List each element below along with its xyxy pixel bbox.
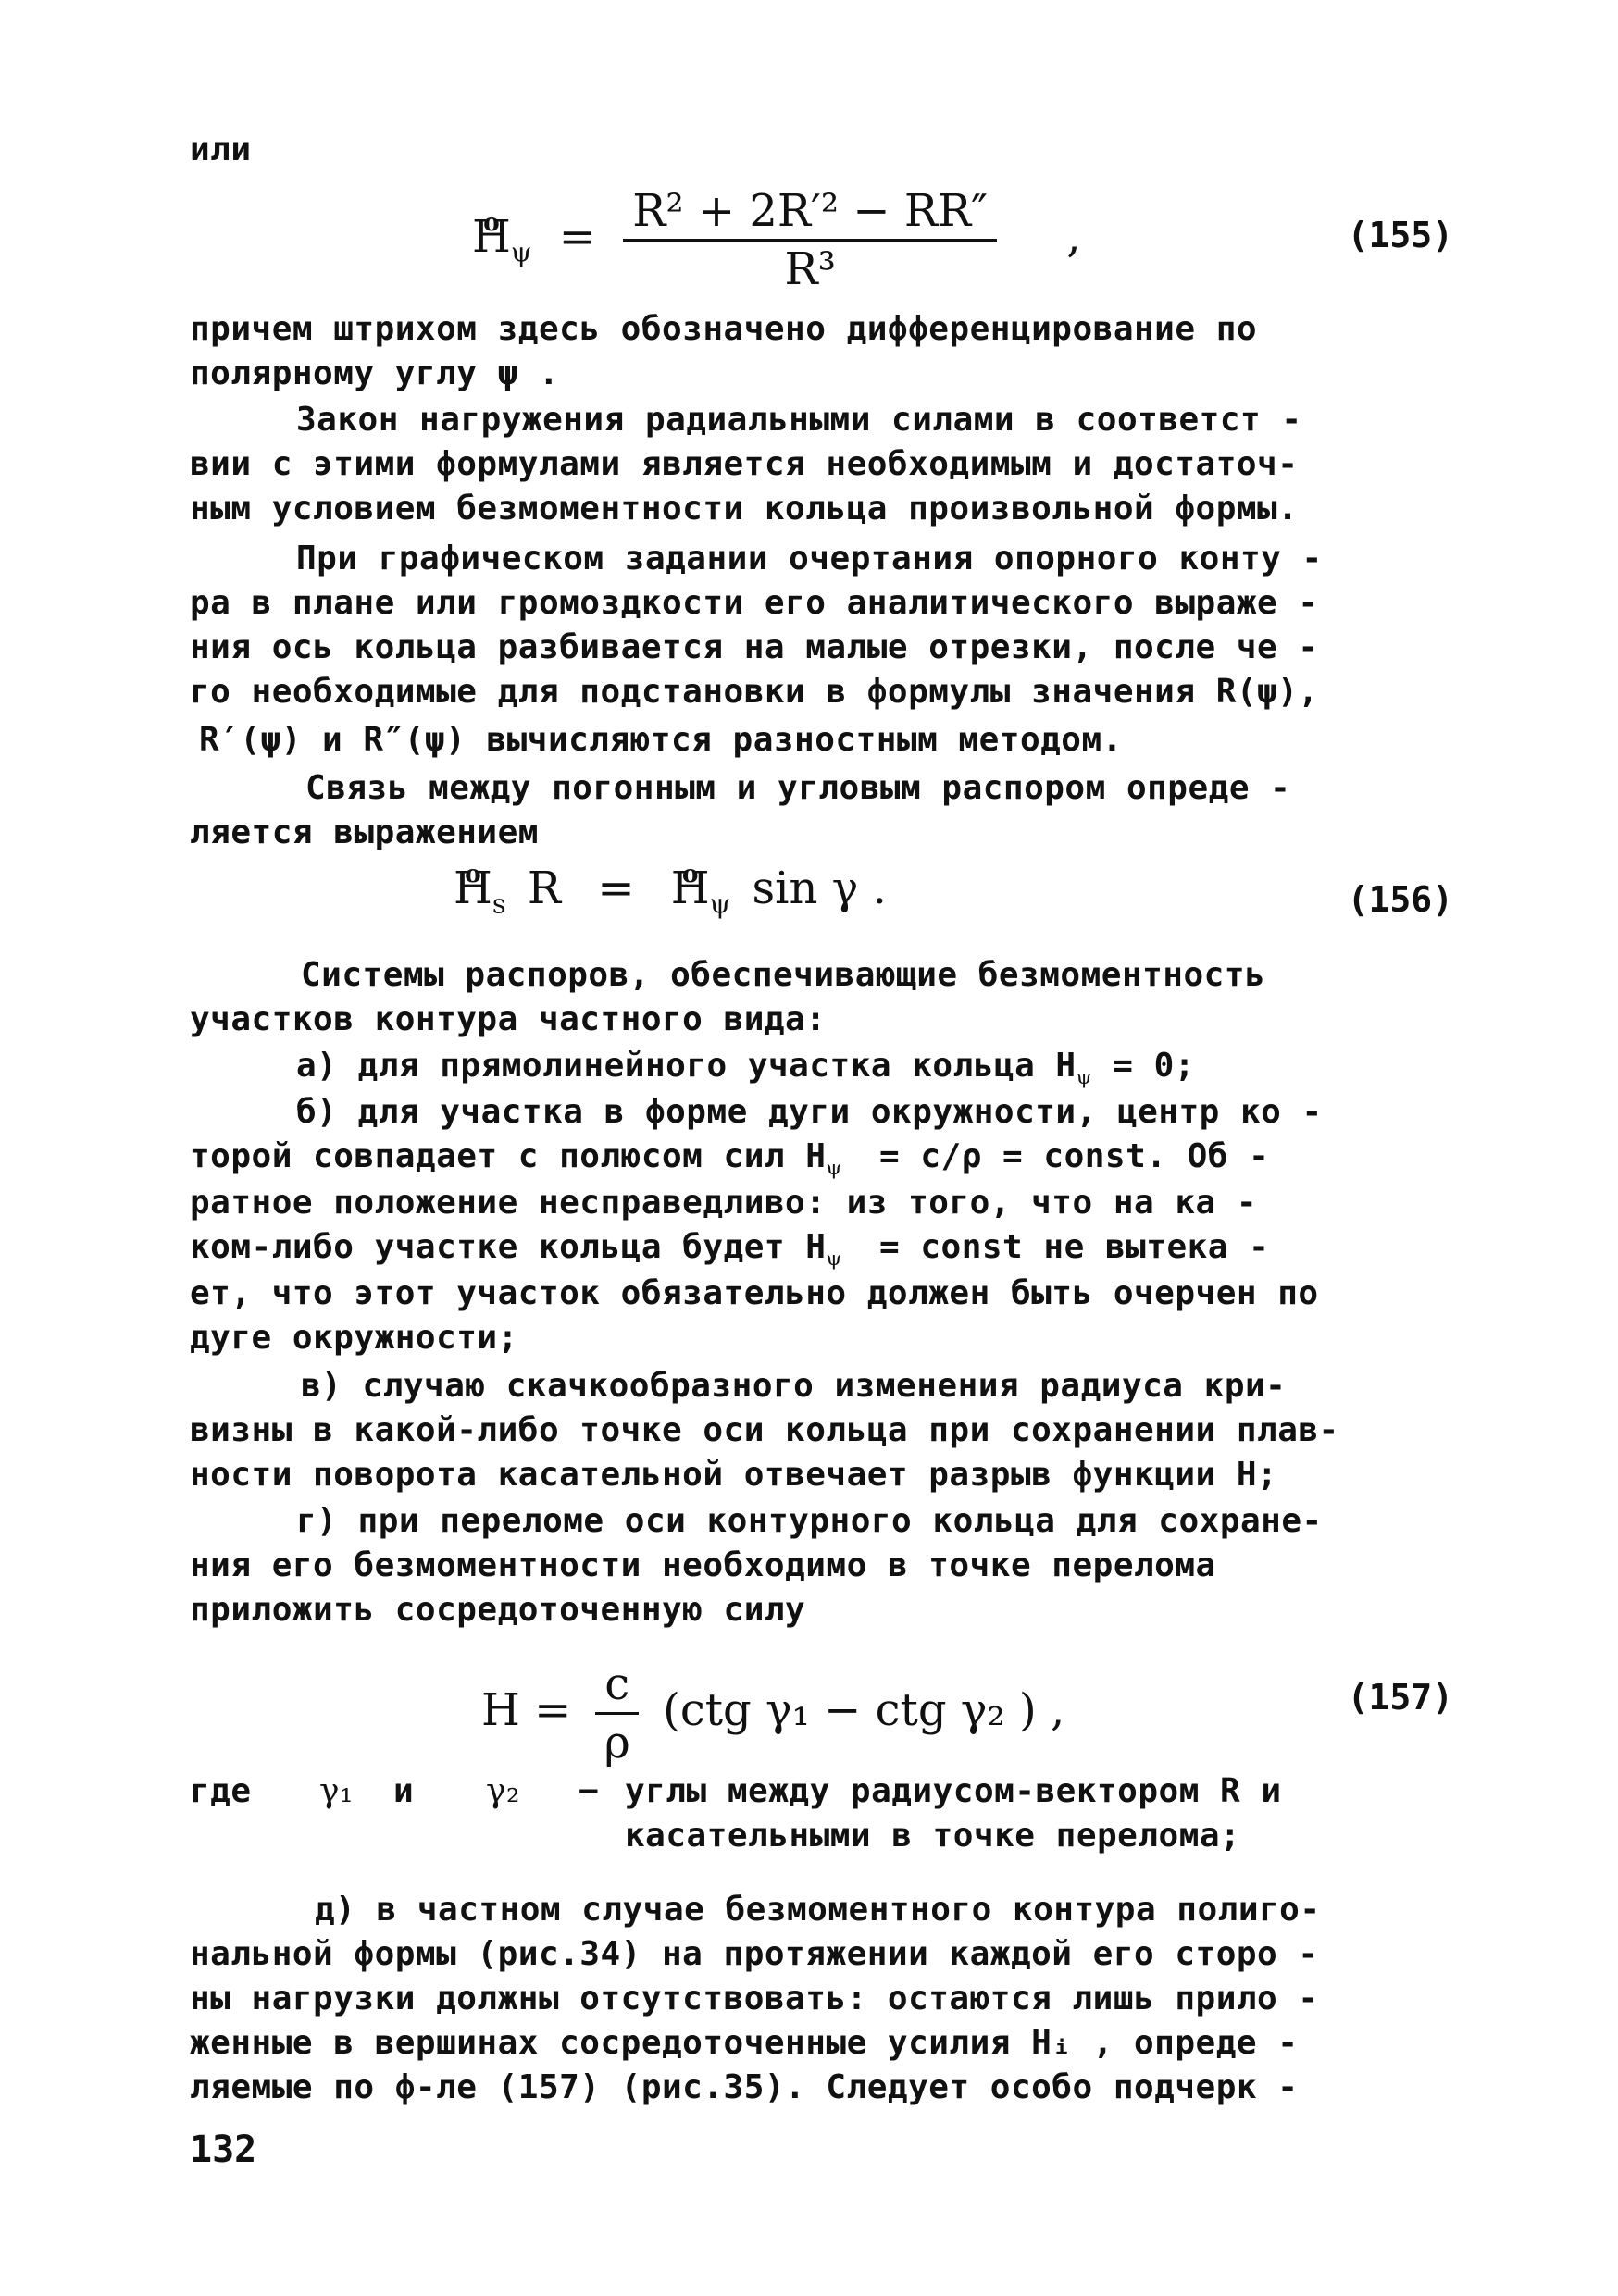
eq157-lhs: H = (481, 1684, 572, 1736)
eq156-equals: = (597, 863, 635, 914)
item-d-line5: ляемые по ф-ле (157) (рис.35). Следует особо подчерк - (190, 2068, 1299, 2106)
where-line1: углы между радиусом-вектором R и (625, 1772, 1282, 1810)
where-gde: где (190, 1772, 252, 1810)
word-ili: или (190, 130, 252, 168)
para1-line2: полярному углу ψ . (190, 354, 560, 392)
item-a-text: а) для прямолинейного участка кольца H (296, 1047, 1077, 1085)
equation-156 (454, 861, 887, 932)
para2-line2: вии с этими формулами является необходимым и достаточ- (190, 445, 1299, 483)
para3-line4: го необходимые для подстановки в формулы значения R(ψ), (190, 673, 1319, 711)
item-b-line4-sub: ψ (826, 1247, 842, 1272)
eq157-fraction (595, 1657, 640, 1770)
para1-line1: причем штрихом здесь обозначено дифференцирование по (190, 310, 1258, 348)
equation-155: o $H_\psi$ = $\frac{\text{R² + 2R′² − RR″}}{\text{R³}}$ , (472, 183, 1081, 297)
item-g-line1: г) при переломе оси контурного кольца для сохране- (296, 1502, 1323, 1540)
eq156-number: (156) (1347, 879, 1453, 920)
para5-line2: участков контура частного вида: (190, 1000, 827, 1038)
where-line2: касательными в точке перелома; (625, 1817, 1241, 1855)
para3-line1: При графическом задании очертания опорного конту - (296, 540, 1323, 577)
para3-line3: ния ось кольца разбивается на малые отрезки, после че - (190, 628, 1319, 666)
where-dash: − (579, 1772, 600, 1810)
where-and: и (393, 1772, 415, 1810)
para3-line2: ра в плане или громоздкости его аналитического выраже - (190, 584, 1319, 622)
item-b-line6: дуге окружности; (190, 1319, 518, 1357)
item-d-line2: нальной формы (рис.34) на протяжении каждой его сторо - (190, 1935, 1319, 1973)
item-b-line3: ратное положение несправедливо: из того, что на ка - (190, 1184, 1258, 1222)
item-d-line3: ны нагрузки должны отсутствовать: остаются лишь прило - (190, 1980, 1319, 2017)
para4-line1: Связь между погонным и угловым распором опреде - (305, 769, 1291, 807)
eq155-comma: , (1066, 211, 1081, 263)
eq156-lhs-sub: s (492, 887, 506, 920)
para2-line3: ным условием безмоментности кольца произвольной формы. (190, 490, 1299, 527)
eq155-fraction (623, 183, 997, 297)
item-b-line5: ет, что этот участок обязательно должен быть очерчен по (190, 1274, 1319, 1312)
item-b-line4-text: ком-либо участке кольца будет H (190, 1228, 827, 1266)
item-b-line4-tail: = const не вытека - (879, 1228, 1270, 1266)
item-d-line1: д) в частном случае безмоментного контура полиго- (315, 1891, 1321, 1929)
item-a-tail: = 0; (1113, 1047, 1195, 1085)
eq156-rhs-h: o H (671, 861, 710, 916)
item-b-line1: б) для участка в форме дуги окружности, центр ко - (296, 1093, 1323, 1131)
eq156-rhs-sub: ψ (709, 887, 731, 920)
para3-line5: R′(ψ) и R″(ψ) вычисляются разностным методом. (199, 721, 1123, 759)
item-v-line1: в) случаю скачкообразного изменения радиуса кри- (301, 1367, 1287, 1405)
eq156-tail: sin γ . (752, 863, 887, 914)
item-d-line4: женные в вершинах сосредоточенные усилия Hᵢ , опреде - (190, 2024, 1299, 2062)
eq155-lhs: o H (472, 209, 511, 265)
item-v-line3: ности поворота касательной отвечает разрыв функции H; (190, 1456, 1278, 1494)
para4-line2: ляется выражением (190, 813, 539, 851)
item-g-line2: ния его безмоментности необходимо в точке перелома (190, 1546, 1216, 1584)
eq156-lhs-h: o H (454, 861, 492, 916)
eq155-number: (155) (1347, 215, 1453, 255)
item-g-line3: приложить сосредоточенную силу (190, 1591, 806, 1629)
eq157-number: (157) (1347, 1677, 1453, 1718)
where-gamma1: γ₁ (319, 1772, 354, 1810)
item-b-line2-tail: = c/ρ = const. Об - (879, 1137, 1270, 1175)
eq155-denominator: R³ (784, 243, 836, 295)
eq155-numerator: R² + 2R′² − RR″ (623, 183, 997, 242)
item-b-line2-sub: ψ (826, 1157, 842, 1181)
eq157-numerator: c (595, 1657, 639, 1715)
eq157-rhs: (ctg γ₁ − ctg γ₂ ) , (663, 1684, 1065, 1736)
where-block-line1 (190, 1769, 1439, 1814)
equation-157 (481, 1657, 1064, 1770)
where-gamma2: γ₂ (486, 1772, 520, 1810)
eq155-lhs-sub: ψ (510, 236, 532, 268)
eq156-r: R (527, 863, 562, 914)
eq157-denominator: ρ (604, 1717, 630, 1769)
item-a-sub: ψ (1076, 1066, 1093, 1090)
para5-line1: Системы распоров, обеспечивающие безмоментность (301, 956, 1266, 994)
page-number: 132 (190, 2128, 257, 2171)
item-v-line2: визны в какой-либо точке оси кольца при сохранении плав- (190, 1411, 1339, 1449)
item-b-line2-text: торой совпадает с полюсом сил H (190, 1137, 827, 1175)
para2-line1: Закон нагружения радиальными силами в соответст - (296, 401, 1302, 439)
